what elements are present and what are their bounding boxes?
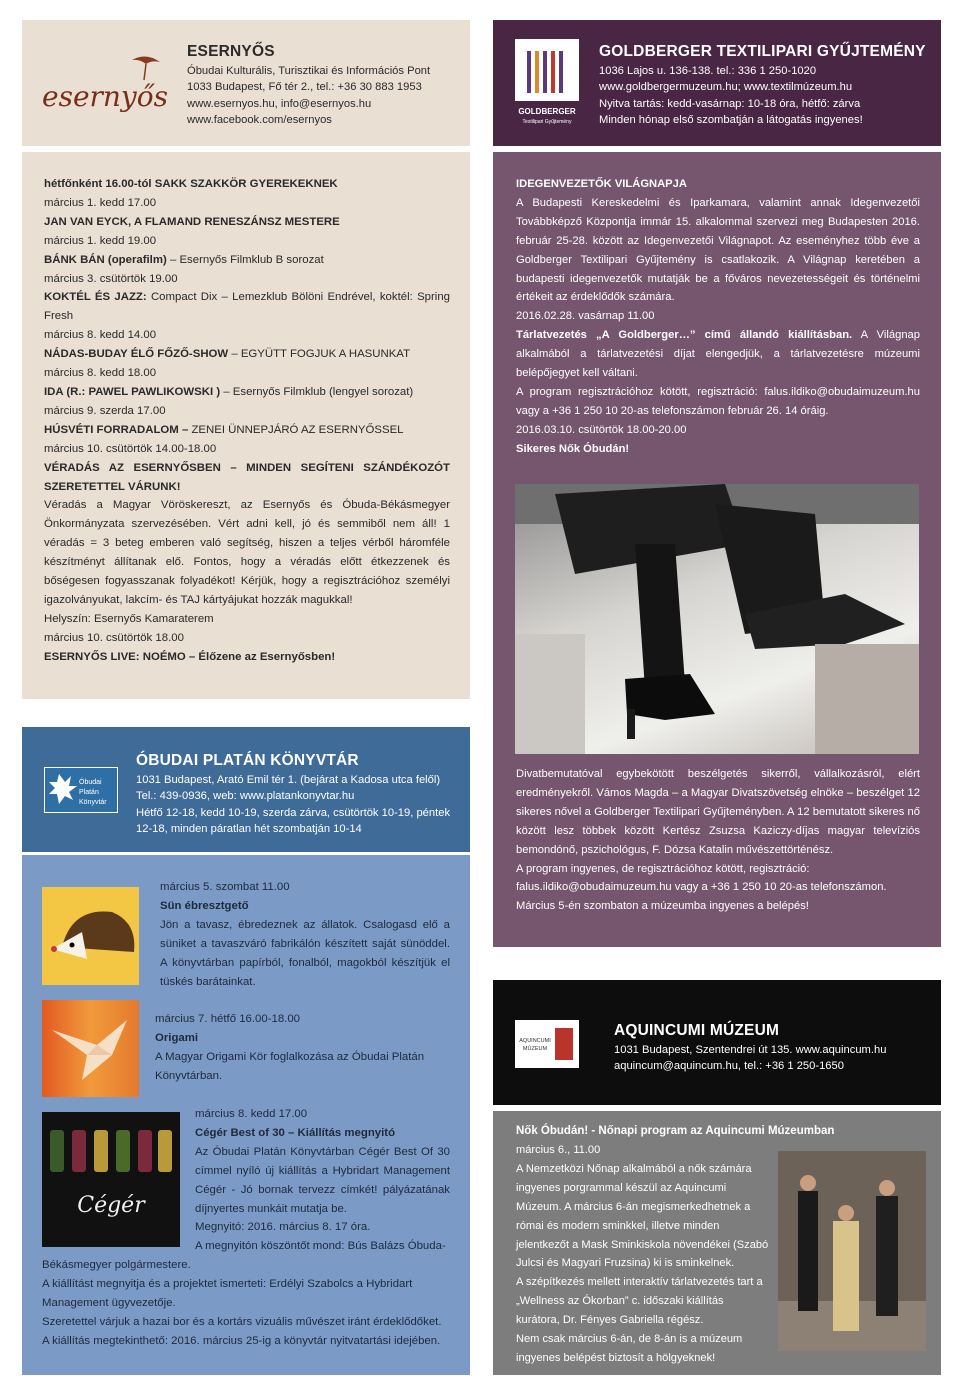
ceger-wine-image bbox=[42, 1112, 180, 1247]
event-date: március 9. szerda 17.00 bbox=[44, 404, 166, 417]
event-text: Jön a tavasz, ébredeznek az állatok. Csalogasd elő a süniket a tavaszváró fabrikálón készített saját sünöddel. A könyvtárban papírból, fonalból, magokból készítjük el tüskés barátainkat. bbox=[160, 918, 450, 988]
esernyos-facebook[interactable]: www.facebook.com/esernyos bbox=[187, 113, 332, 126]
event-date: március 8. kedd 14.00 bbox=[44, 329, 157, 342]
aquincum-events bbox=[493, 1111, 941, 1375]
goldberger-events bbox=[493, 152, 941, 947]
svg-text:Platán: Platán bbox=[79, 789, 99, 796]
aquincum-header bbox=[493, 980, 941, 1105]
event-title: BÁNK BÁN (operafilm) – Esernyős Filmklub B sorozat bbox=[44, 253, 324, 266]
esernyos-events bbox=[22, 152, 470, 699]
event-opener: A kiállítást megnyitja és a projektet ismerteti: Erdélyi Szabolcs a Hybridart Management ügyvezetője. bbox=[42, 1277, 413, 1309]
event-date: március 6., 11.00 bbox=[516, 1144, 601, 1156]
event-free-note: Nem csak március 6-án, de 8-án is a múzeum ingyenes belépést biztosít a hölgyeknek! bbox=[516, 1333, 743, 1364]
event-title: Sün ébresztgető bbox=[160, 899, 249, 912]
event-title: Sikeres Nők Óbudán! bbox=[516, 442, 630, 455]
event-until: A kiállítás megtekinthető: 2016. március 25-ig a könyvtár nyitvatartási idejében. bbox=[42, 1334, 441, 1347]
event-free-note: Március 5-én szombaton a múzeumba ingyenes a belépés! bbox=[516, 900, 809, 913]
svg-text:Textilipari Gyűjtemény: Textilipari Gyűjtemény bbox=[522, 119, 572, 125]
event-text: A Magyar Origami Kör foglalkozása az Óbudai Platán Könyvtárban. bbox=[155, 1050, 425, 1082]
event-date: március 1. kedd 19.00 bbox=[44, 234, 157, 247]
platan-contact[interactable]: Tel.: 439-0936, web: www.platankonyvtar.hu bbox=[136, 790, 355, 803]
platan-header bbox=[22, 727, 470, 852]
platan-events bbox=[22, 855, 470, 1375]
event-date: 2016.03.10. csütörtök 18.00-20.00 bbox=[516, 423, 687, 436]
svg-text:Könyvtár: Könyvtár bbox=[79, 799, 107, 806]
goldberger-header bbox=[493, 20, 941, 146]
event-date: március 7. hétfő 16.00-18.00 bbox=[155, 1013, 301, 1025]
goldberger-logo bbox=[515, 39, 579, 127]
event-title: ESERNYŐS LIVE: NOÉMO – Élőzene az Esernyősben! bbox=[44, 650, 336, 663]
svg-text:AQUINCUMI: AQUINCUMI bbox=[519, 1038, 551, 1044]
event-text: Az Óbudai Platán Könyvtárban Cégér Best Of 30 címmel nyíló új kiállítás a Hybridart Management Cégér - Jó bornak tervezz címkét! pályázatának díjnyertes munkáit mutatja be. bbox=[195, 1145, 450, 1215]
event-title: HÚSVÉTI FORRADALOM – ZENEI ÜNNEPJÁRÓ AZ ESERNYŐSSEL bbox=[44, 423, 404, 436]
aquincum-title: AQUINCUMI MÚZEUM bbox=[614, 1022, 780, 1039]
platan-title: ÓBUDAI PLATÁN KÖNYVTÁR bbox=[136, 752, 359, 769]
event-date: 2016.02.28. vasárnap 11.00 bbox=[516, 310, 655, 323]
event-title: IDA (R.: PAWEL PAWLIKOWSKI ) – Esernyős Filmklub (lengyel sorozat) bbox=[44, 385, 414, 398]
event-invitation: Szeretettel várjuk a hazai bor és a kortárs vizuális művészet iránt érdeklődőket. bbox=[42, 1315, 442, 1328]
event-title: KOKTÉL ÉS JAZZ: Compact Dix – Lemezklub Bölöni Endrével, koktél: Spring Fresh bbox=[44, 291, 450, 323]
esernyos-header bbox=[22, 20, 470, 146]
event-title: hétfőnként 16.00-tól SAKK SZAKKÖR GYEREKEKNEK bbox=[44, 178, 338, 190]
esernyos-logo-text: esernyős bbox=[42, 80, 168, 113]
event-title: JAN VAN EYCK, A FLAMAND RENESZÁNSZ MESTERE bbox=[44, 215, 340, 228]
veradas-place: Helyszín: Esernyős Kamaraterem bbox=[44, 612, 214, 625]
esernyos-web[interactable]: www.esernyos.hu, info@esernyos.hu bbox=[187, 97, 372, 110]
event-date: március 10. csütörtök 18.00 bbox=[44, 631, 184, 644]
event-registration: A program ingyenes, de regisztrációhoz kötött, regisztráció: falus.ildiko@obudaimuzeum.hu vagy a +36 1 250 10 20-as telefonszámon. bbox=[516, 862, 887, 894]
aquincum-contact[interactable]: aquincum@aquincum.hu, tel.: +36 1 250-1650 bbox=[614, 1060, 844, 1073]
event-date: március 1. kedd 17.00 bbox=[44, 196, 157, 209]
event-date: március 8. kedd 17.00 bbox=[195, 1108, 308, 1120]
platan-hours: Hétfő 12-18, kedd 10-19, szerda zárva, csütörtök 10-19, péntek 12-18, minden páratlan hét szombatján 10-14 bbox=[136, 806, 451, 835]
event-date: március 10. csütörtök 14.00-18.00 bbox=[44, 442, 217, 455]
event-speech: A megnyitón köszöntőt mond: Bús Balázs Óbuda-Békásmegyer polgármestere. bbox=[42, 1240, 446, 1271]
goldberger-hours: Nyitva tartás: kedd-vasárnap: 10-18 óra, hétfő: zárva bbox=[599, 97, 861, 110]
event-text: Divatbemutatóval egybekötött beszélgetés sikerről, vállalkozásról, elért eredményekről. Vámos Magda – a Magyar Divatszövetség elnöke – beszélget 12 sikeres nővel a Goldberger Textilipari Gyűjteményben. A 12 bemutatott sikeres nő között lesz többek között Kertész Zsuzsa Kaziczy-díjas magyar televíziós bemondónő, pszichológus, F. Dózsa Katalin művészettörténész. bbox=[516, 768, 920, 856]
goldberger-web[interactable]: www.goldbergermuzeum.hu; www.textilmúzeum.hu bbox=[599, 81, 853, 94]
shoes-photo bbox=[515, 484, 919, 754]
event-title: Nők Óbudán! - Nőnapi program az Aquincumi Múzeumban bbox=[516, 1125, 835, 1137]
origami-bird-image bbox=[42, 1000, 139, 1097]
esernyos-subtitle: Óbudai Kulturális, Turisztikai és Információs Pont bbox=[187, 65, 431, 77]
goldberger-free-note: Minden hónap első szombatján a látogatás ingyenes! bbox=[599, 113, 863, 126]
intro-text: A Budapesti Kereskedelmi és Iparkamara, valamint annak Idegenvezetői Továbbképző Központja immár 15. alkalommal szervezi meg Budapesten 2016. február 25-28. között az Idegenvezetői Világnapot. Az eseményhez több éve a Goldberger Textilipari Gyűjtemény is csatlakozik. A Világnap keretében a budapesti idegenvezetők mutatják be a főváros nevezetességeit és történelmi értékeit az érdeklődők számára. bbox=[516, 196, 920, 304]
event-registration: A program regisztrációhoz kötött, regisztráció: falus.ildiko@obudaimuzeum.hu vagy a +36 1 250 10 20-as telefonszámon február 26. 14 óráig. bbox=[516, 385, 920, 417]
esernyos-title: ESERNYŐS bbox=[187, 43, 275, 60]
veradas-text: Véradás a Magyar Vöröskereszt, az Esernyős és Óbuda-Békásmegyer Önkormányzata szervezésében. Vért adni kell, jó és semmiből nem áll! 1 véradás = 3 beteg emberen való segítség, hiszen a teljes vérből háromféle készítményt állítanak elő. Fontos, hogy a véradás előtt étkezzenek és bőségesen fogyasszanak folyadékot! Kérjük, hogy a regisztrációhoz személyi igazolványukat, lakcím- és TAJ kártyájukat hozzák magukkal! bbox=[44, 499, 450, 606]
event-text: A szépítkezés mellett interaktív tárlatvezetés tart a „Wellness az Ókorban” c. időszaki kiállítás kurátora, Dr. Fényes Gabriella régész. bbox=[516, 1276, 763, 1327]
event-text: Tárlatvezetés „A Goldberger…” című állandó kiállításban. A Világnap alkalmából a tárlatvezetési díjat elengedjük, a tárlatvezetésre múzeumi belépőjegyet kell váltani. bbox=[516, 329, 920, 380]
event-title: Origami bbox=[155, 1031, 199, 1044]
event-title: NÁDAS-BUDAY ÉLŐ FŐZŐ-SHOW – EGYÜTT FOGJUK A HASUNKAT bbox=[44, 348, 411, 361]
aquincum-logo bbox=[515, 1020, 579, 1068]
svg-text:GOLDBERGER: GOLDBERGER bbox=[518, 107, 576, 116]
event-title: VÉRADÁS AZ ESERNYŐSBEN – MINDEN SEGÍTENI SZÁNDÉKOZÓT SZERETETTEL VÁRUNK! bbox=[44, 461, 450, 493]
aquincum-women-photo bbox=[778, 1151, 926, 1351]
event-date: március 8. kedd 18.00 bbox=[44, 367, 157, 380]
platan-address: 1031 Budapest, Arató Emil tér 1. (bejárat a Kadosa utca felől) bbox=[136, 774, 441, 786]
platan-leaf-logo bbox=[44, 767, 118, 813]
esernyos-address: 1033 Budapest, Fő tér 2., tel.: +36 30 883 1953 bbox=[187, 81, 422, 94]
section-title: IDEGENVEZETŐK VILÁGNAPJA bbox=[516, 178, 687, 190]
goldberger-title: GOLDBERGER TEXTILIPARI GYŰJTEMÉNY bbox=[599, 43, 926, 60]
svg-text:MÚZEUM: MÚZEUM bbox=[522, 1046, 548, 1052]
event-opening: Megnyitó: 2016. március 8. 17 óra. bbox=[195, 1221, 371, 1234]
event-date: március 5. szombat 11.00 bbox=[160, 881, 290, 893]
event-date: március 3. csütörtök 19.00 bbox=[44, 272, 178, 285]
goldberger-address: 1036 Lajos u. 136-138. tel.: 336 1 250-1020 bbox=[599, 65, 817, 77]
esernyos-umbrella-logo bbox=[40, 50, 180, 120]
svg-text:Óbudai: Óbudai bbox=[79, 779, 102, 786]
event-text: A Nemzetközi Nőnap alkalmából a nők számára ingyenes porgrammal készül az Aquincumi Múzeum. A március 6-án megismerkedhetnek a római és modern sminkkel, illetve minden jelentkezőt a Mask Sminkiskola növendékei (Szabó Julcsi és Magyari Fruzsina) ki is sminkelnek. bbox=[516, 1162, 769, 1270]
event-title: Cégér Best of 30 – Kiállítás megnyitó bbox=[195, 1126, 396, 1139]
svg-text:Cégér: Cégér bbox=[77, 1193, 145, 1218]
aquincum-address[interactable]: 1031 Budapest, Szentendrei út 135. www.aquincum.hu bbox=[614, 1044, 887, 1056]
hedgehog-image bbox=[42, 887, 139, 985]
